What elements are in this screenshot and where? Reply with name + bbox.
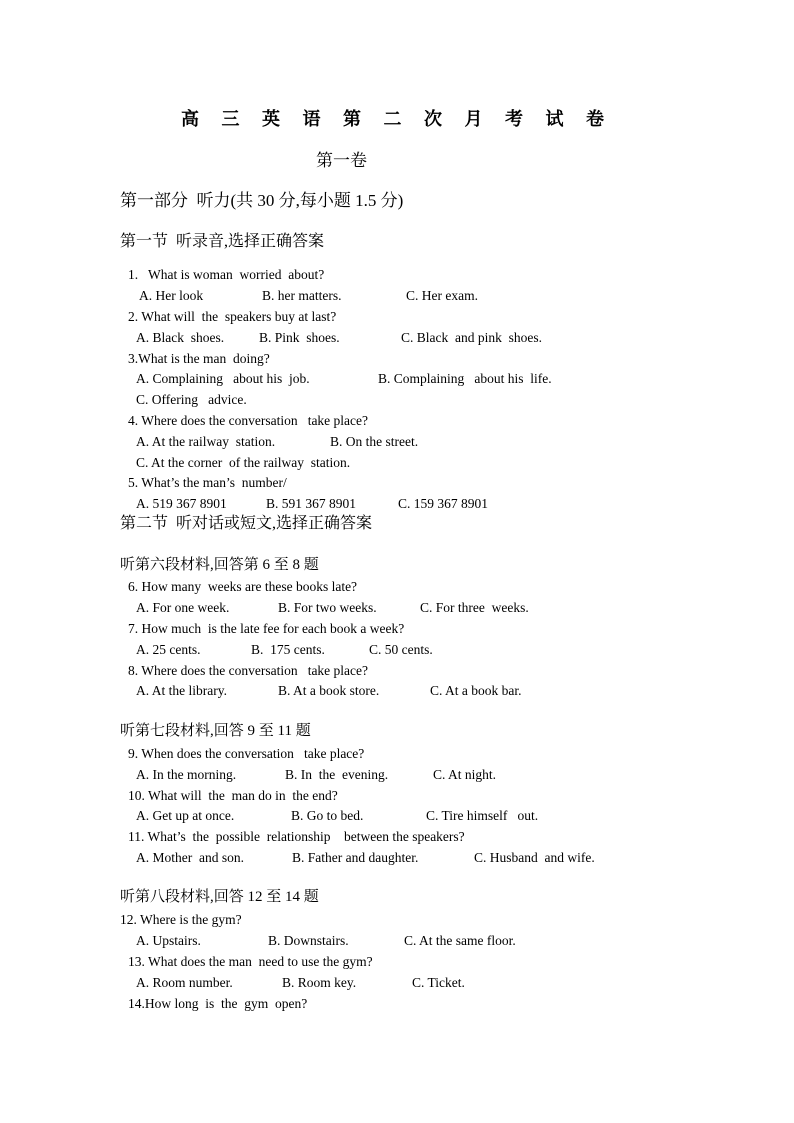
option: B. Go to bed. [291, 808, 364, 823]
option: C. At the corner of the railway station. [136, 455, 351, 470]
question-stem: 6. How many weeks are these books late? [128, 579, 358, 594]
question-stem: 3.What is the man doing? [128, 351, 270, 366]
option: C. At night. [433, 767, 497, 782]
question-stem: 4. Where does the conversation take place? [128, 413, 369, 428]
question-stem: 1. What is woman worried about? [128, 267, 325, 282]
option: A. Complaining about his job. [136, 371, 310, 386]
question-stem: 14.How long is the gym open? [128, 996, 308, 1011]
option-row [0, 370, 794, 424]
section-heading: 第一节 听录音,选择正确答案 [120, 233, 325, 250]
exam-title: 高 三 英 语 第 二 次 月 考 试 卷 [181, 109, 613, 129]
section-heading: 第二节 听对话或短文,选择正确答案 [120, 515, 373, 532]
option: B. 591 367 8901 [266, 496, 357, 511]
option: A. 519 367 8901 [136, 496, 227, 511]
option: A. Upstairs. [136, 933, 201, 948]
option: B. Room key. [282, 975, 357, 990]
question-stem: 9. When does the conversation take place? [128, 746, 365, 761]
option: C. Black and pink shoes. [401, 330, 542, 345]
option: C. Tire himself out. [426, 808, 539, 823]
option: A. Her look [139, 288, 204, 303]
option: C. Her exam. [406, 288, 478, 303]
option: B. On the street. [330, 434, 419, 449]
group-heading: 听第八段材料,回答 12 至 14 题 [120, 889, 319, 905]
group-heading: 听第六段材料,回答第 6 至 8 题 [120, 557, 319, 573]
option: C. For three weeks. [420, 600, 529, 615]
option: B. At a book store. [278, 683, 380, 698]
part-heading: 第一部分 听力(共 30 分,每小题 1.5 分) [120, 191, 404, 210]
option: B. For two weeks. [278, 600, 377, 615]
question-stem: 10. What will the man do in the end? [128, 788, 338, 803]
option-row [0, 682, 794, 754]
question-stem: 13. What does the man need to use the gym? [128, 954, 373, 969]
option: C. Ticket. [412, 975, 465, 990]
option: B. Downstairs. [268, 933, 349, 948]
option: A. 25 cents. [136, 642, 201, 657]
question-stem: 8. Where does the conversation take place? [128, 663, 369, 678]
question-stem: 5. What’s the man’s number/ [128, 475, 287, 490]
option: B. Complaining about his life. [378, 371, 552, 386]
option: C. Offering advice. [136, 392, 247, 407]
option-row [0, 433, 794, 487]
option: C. At the same floor. [404, 933, 516, 948]
option: A. At the railway station. [136, 434, 276, 449]
option: A. Get up at once. [136, 808, 235, 823]
option: A. Room number. [136, 975, 233, 990]
option: A. Black shoes. [136, 330, 225, 345]
option: B. 175 cents. [251, 642, 325, 657]
option: B. Pink shoes. [259, 330, 340, 345]
option-row [0, 974, 794, 1046]
option: C. Husband and wife. [474, 850, 595, 865]
volume-heading: 第一卷 [316, 151, 367, 170]
option: B. In the evening. [285, 767, 389, 782]
group-heading: 听第七段材料,回答 9 至 11 题 [120, 723, 311, 739]
question-stem: 12. Where is the gym? [120, 912, 242, 927]
option: C. 159 367 8901 [398, 496, 489, 511]
question-stem: 11. What’s the possible relationship between the speakers? [128, 829, 465, 844]
question-stem: 2. What will the speakers buy at last? [128, 309, 337, 324]
option: C. At a book bar. [430, 683, 522, 698]
option: A. For one week. [136, 600, 230, 615]
option: A. Mother and son. [136, 850, 244, 865]
option: B. Father and daughter. [292, 850, 419, 865]
option: B. her matters. [262, 288, 342, 303]
option: A. In the morning. [136, 767, 237, 782]
question-stem: 7. How much is the late fee for each book a week? [128, 621, 405, 636]
option: C. 50 cents. [369, 642, 433, 657]
option: A. At the library. [136, 683, 227, 698]
